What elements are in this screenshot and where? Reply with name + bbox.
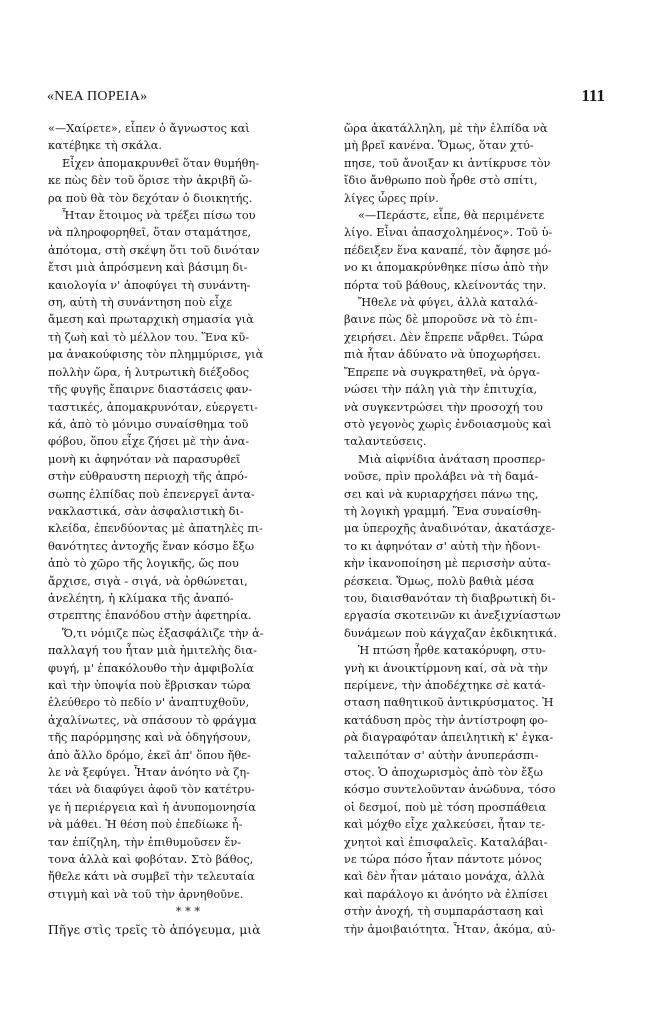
text-line: το κι ἀφηνόταν σ' αὐτὴ τὴν ἡδονι- — [344, 539, 541, 553]
text-line: νο κι ἀπομακρύνθηκε πίσω ἀπὸ τὴν — [344, 261, 549, 275]
text-line: του, διαισθανόταν τὴ διαβρωτικὴ δι- — [344, 591, 556, 605]
text-column-left — [48, 120, 328, 938]
text-line: στρεπτης ἐπανόδου στὴν ἀφετηρία. — [48, 609, 252, 623]
text-line: τῆς παρόρμησης καὶ νὰ ὁδηγήσουν, — [48, 731, 252, 745]
text-line: κατάδυση πρὸς τὴν ἀντίστροφη φο- — [344, 713, 548, 727]
text-line: λίγο. Εἶναι ἀπασχολημένος». Τοῦ ὑ- — [344, 226, 553, 240]
text-line: καὶ δὲν ἦταν μάταιο μονάχα, ἀλλὰ — [344, 870, 545, 884]
text-line: ἴδιο ἄνθρωπο ποὺ ἦρθε στὸ σπίτι, — [344, 174, 538, 188]
text-line: ἄμεση καὶ πρωταρχικὴ σημασία γιὰ — [48, 313, 254, 327]
text-line: στιγμὴ καὶ νὰ τοῦ τὴν ἀρνηθοῦνε. — [48, 887, 244, 901]
text-line: ἄρχισε, σιγὰ - σιγά, νὰ ὀρθώνεται, — [48, 574, 248, 588]
text-line: γνὴ κι ἀνοικτίρμονη καί, σὰ νὰ τὴν — [344, 661, 548, 675]
text-line: Ἤθελε νὰ φύγει, ἀλλὰ καταλά- — [358, 296, 538, 310]
text-line: βαινε πὼς δὲ μποροῦσε νὰ τὸ ἐπι- — [344, 313, 538, 327]
text-line: σταση παθητικοῦ ἀντικρύσματος. Ἡ — [344, 696, 554, 710]
text-line: φόβου, ὅπου εἶχε ζήσει μὲ τὴν ἀνα- — [48, 435, 250, 449]
text-line: Ὅ,τι νόμιζε πὼς ἐξασφάλιζε τὴν ἀ- — [62, 626, 264, 640]
text-line: στὴν εὐθραυστη περιοχὴ τῆς ἀπρό- — [48, 470, 248, 484]
text-line: σει καὶ νὰ κυριαρχήσει πάνω της, — [344, 487, 539, 501]
text-line: οἱ δεσμοί, ποὺ μὲ τόση προσπάθεια — [344, 800, 547, 814]
text-line: Πῆγε στὶς τρεῖς τὸ ἀπόγευμα, μιὰ — [48, 921, 261, 937]
text-line: ταν ἐπίζηλη, τὴν ἐπιθυμοῦσεν ἔν- — [48, 835, 242, 849]
text-line: μα ἀνακούφισης τὸν πλημμύρισε, γιὰ — [48, 348, 264, 362]
text-line: ταστικές, ἀπομακρυνόταν, εὐεργετι- — [48, 400, 258, 414]
text-line: φυγή, μ' ἐπακόλουθο τὴν ἀμφιβολία — [48, 661, 254, 675]
text-line: νὰ συγκεντρώσει τὴν προσοχή του — [344, 400, 543, 414]
text-line: δυνάμεων ποὺ κάγχαζαν ἐκδικητικά. — [344, 626, 557, 640]
text-line: κὴν ἱκανοποίηση μὲ περισσὴν αὐτα- — [344, 557, 551, 571]
text-line: ἀχαλίνωτες, νὰ σπάσουν τὸ φράγμα — [48, 713, 257, 727]
text-line: «—Χαίρετε», εἶπεν ὁ ἄγνωστος καὶ — [48, 122, 250, 135]
text-line: νὰ μάθει. Ἡ θέση ποὺ ἐπεδίωκε ἦ- — [48, 818, 243, 832]
text-line: στὸ γεγονὸς χωρὶς ἐνδοιασμοὺς καὶ — [344, 417, 552, 431]
text-line: Μιὰ αἰφνίδια ἀνάταση προσπερ- — [358, 452, 546, 466]
text-line: ἤθελε κάτι νὰ συμβεῖ τὴν τελευταία — [48, 870, 255, 884]
text-line: νὰ πληροφορηθεῖ, ὅταν σταμάτησε, — [48, 226, 252, 240]
text-line: λε νὰ ξεφύγει. Ἦταν ἀνόητο νὰ ζη- — [48, 766, 250, 780]
text-line: ἀνελέητη, ἡ κλίμακα τῆς ἀναπό- — [48, 591, 234, 605]
text-line: κλείδα, ἐπενδύοντας μὲ ἀπατηλὲς πι- — [48, 522, 263, 536]
text-line: νοῦσε, πρὶν προλάβει νὰ τὴ δαμά- — [344, 470, 539, 484]
text-line: μονὴ κι ἀφηνόταν νὰ παρασυρθεῖ — [48, 452, 241, 466]
text-line: τὴν ἀμοιβαιότητα. Ἦταν, ἀκόμα, αὐ- — [344, 922, 556, 936]
text-line: τὴ λογικὴ γραμμή. Ἕνα συναίσθη- — [344, 504, 542, 518]
text-line: κά, ἀπὸ τὸ μόνιμο συναίσθημα τοῦ — [48, 417, 249, 431]
text-line: λίγες ὧρες πρίν. — [344, 191, 439, 205]
text-line: τὴ ζωὴ καὶ τὸ μέλλον του. Ἕνα κῦ- — [48, 330, 250, 344]
text-line: Ἔπρεπε νὰ συγκρατηθεῖ, νὰ ὀργα- — [344, 365, 540, 379]
text-line: χνητοὶ καὶ ἐπισφαλεῖς. Καταλάβαι- — [344, 835, 548, 849]
text-line: πησε, τοῦ ἄνοιξαν κι ἀντίκρυσε τὸν — [344, 156, 551, 170]
text-line: ση, αὐτὴ τὴ συνάντηση ποὺ εἶχε — [48, 296, 233, 310]
text-line: Εἶχεν ἀπομακρυνθεῖ ὅταν θυμήθη- — [62, 156, 260, 170]
text-line: τονα ἀλλὰ καὶ φοβόταν. Στὸ βάθος, — [48, 853, 254, 867]
text-line: πέδειξεν ἕνα καναπέ, τὸν ἄφησε μό- — [344, 243, 552, 257]
text-line: εργασία σκοτεινῶν κι ἀνεξιχνίαστων — [344, 609, 561, 623]
text-line: πόρτα τοῦ βάθους, κλείνοντάς την. — [344, 278, 547, 292]
text-line: ταλειπόταν σ' αὐτὴν ἀνυπεράσπι- — [344, 748, 539, 762]
page-number: 111 — [581, 86, 605, 105]
text-line: γε ἡ περιέργεια καὶ ἡ ἀνυπομονησία — [48, 800, 256, 814]
text-line: καὶ μόχθο εἶχε χαλκεύσει, ἦταν τε- — [344, 818, 546, 832]
text-line: ἀπὸ ἄλλο δρόμο, ἐκεῖ ἀπ' ὅπου ἤθε- — [48, 748, 251, 762]
text-line: ἀπὸ τὸ χῶρο τῆς λογικῆς, ὥς που — [48, 557, 239, 571]
text-line: κόσμο συντελοῦνταν ἀνώδυνα, τόσο — [344, 783, 556, 797]
text-line: καιολογία ν' ἀποφύγει τὴ συνάντη- — [48, 278, 251, 292]
text-line: τῆς φυγῆς ἔπαιρνε διαστάσεις φαν- — [48, 383, 253, 397]
text-line: πιὰ ἦταν ἀδύνατο νὰ ὑποχωρήσει. — [344, 348, 541, 362]
running-title: «ΝΕΑ ΠΟΡΕΙΑ» — [47, 89, 148, 104]
text-line: * * * — [175, 905, 201, 919]
text-line: τάει νὰ διαφύγει ἀφοῦ τὸν κατέτρυ- — [48, 783, 255, 797]
text-line: νε τώρα πόσο ἦταν πάντοτε μόνος — [344, 853, 542, 867]
text-column-right — [344, 120, 606, 938]
text-line: ρὰ διαγραφόταν ἀπειλητικὴ κ' ἐγκα- — [344, 731, 554, 745]
text-line: σωπης ἐλπίδας ποὺ ἐπενεργεῖ ἀντα- — [48, 487, 255, 501]
text-line: μα ὑπεροχῆς ἀναδινόταν, ἀκατάσχε- — [344, 522, 556, 536]
text-line: ρα ποὺ θὰ τὸν δεχόταν ὁ διοικητής. — [48, 191, 253, 205]
text-line: ὥρα ἀκατάλληλη, μὲ τὴν ἐλπίδα νὰ — [344, 122, 548, 135]
text-line: κατέβηκε τὴ σκάλα. — [48, 139, 162, 153]
text-line: νώσει τὴν πάλη γιὰ τὴν ἐπιτυχία, — [344, 383, 538, 397]
text-line: ἔτσι μιὰ ἀπρόσμενη καὶ βάσιμη δι- — [48, 261, 248, 275]
text-line: παλλαγή του ἦταν μιὰ ἡμιτελὴς δια- — [48, 644, 257, 658]
text-line: μὴ βρεῖ κανένα. Ὅμως, ὅταν χτύ- — [344, 139, 534, 153]
text-line: καὶ τὴν ὑποψία ποὺ ἔβρισκαν τώρα — [48, 679, 251, 692]
text-line: «—Περάστε, εἶπε, θὰ περιμένετε — [358, 209, 545, 223]
text-line: στὴν ἀνοχή, τὴ συμπαράσταση καὶ — [344, 905, 544, 919]
text-line: ρέσκεια. Ὅμως, πολὺ βαθιὰ μέσα — [344, 574, 535, 588]
text-line: ἀπότομα, στὴ σκέψη ὅτι τοῦ δινόταν — [48, 243, 260, 257]
text-line: πολλὴν ὥρα, ἡ λυτρωτικὴ διέξοδος — [48, 365, 250, 379]
text-line: Ἦταν ἕτοιμος νὰ τρέξει πίσω του — [62, 209, 256, 223]
text-line: κε πὼς δὲν τοῦ ὅρισε τὴν ἀκριβῆ ὥ- — [48, 174, 253, 188]
text-line: ἐλεύθερο τὸ πεδίο ν' ἀναπτυχθοῦν, — [48, 696, 250, 710]
text-line: Ἡ πτώση ἦρθε κατακόρυφη, στυ- — [358, 644, 546, 658]
text-line: ταλαντεύσεις. — [344, 435, 427, 449]
text-line: καὶ παράλογο κι ἀνόητο νὰ ἐλπίσει — [344, 887, 549, 901]
text-line: περίμενε, τὴν ἀποδέχτηκε σὲ κατά- — [344, 679, 546, 692]
text-line: θανότητες ἀντοχῆς ἕναν κόσμο ἔξω — [48, 539, 255, 553]
text-line: χειρήσει. Δὲν ἔπρεπε νἄρθει. Τώρα — [344, 330, 544, 344]
text-line: στος. Ὁ ἀποχωρισμὸς ἀπὸ τὸν ἔξω — [344, 766, 543, 780]
text-line: νακλαστικά, σὰν ἀσφαλιστικὴ δι- — [48, 504, 244, 518]
